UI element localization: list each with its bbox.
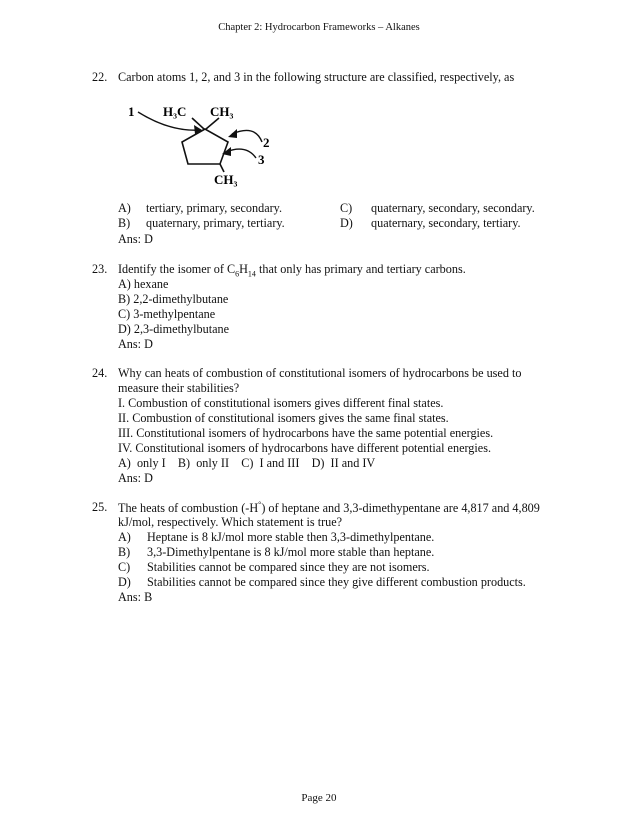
q23-option-c: C) 3-methylpentane bbox=[118, 307, 216, 321]
q24-statement-1: I. Combustion of constitutional isomers gives different final states. bbox=[118, 396, 444, 410]
q22-option-a-letter: A) bbox=[118, 201, 131, 215]
page-header: Chapter 2: Hydrocarbon Frameworks – Alkanes bbox=[218, 22, 420, 33]
q25-answer: Ans: B bbox=[118, 590, 153, 604]
ch3-top-label: CH₃ bbox=[210, 104, 234, 119]
label-1: 1 bbox=[128, 104, 135, 119]
ch3-bottom-label: CH₃ bbox=[214, 172, 238, 187]
q23-option-a: A) hexane bbox=[118, 277, 169, 291]
q23-option-b: B) 2,2-dimethylbutane bbox=[118, 292, 229, 306]
bond-ch3 bbox=[206, 118, 219, 129]
q24-answer: Ans: D bbox=[118, 471, 153, 485]
q24-statement-3: III. Constitutional isomers of hydrocarbons have the same potential energies. bbox=[118, 426, 494, 440]
q22-option-d-letter: D) bbox=[340, 216, 353, 230]
label-3: 3 bbox=[258, 152, 265, 167]
q22-option-d-text: quaternary, secondary, tertiary. bbox=[371, 216, 521, 230]
question-24-stem-line1: Why can heats of combustion of constitutional isomers of hydrocarbons be used to bbox=[118, 366, 522, 380]
q22-answer: Ans: D bbox=[118, 232, 153, 246]
q22-option-b-text: quaternary, primary, tertiary. bbox=[146, 216, 285, 230]
q25-option-d-text: Stabilities cannot be compared since they give different combustion products. bbox=[147, 575, 526, 589]
question-25-stem-line1: The heats of combustion (-H°) of heptane and 3,3-dimethypentane are 4,817 and 4,809 bbox=[118, 500, 540, 516]
q25-option-c-letter: C) bbox=[118, 560, 131, 574]
arrow-2-head bbox=[228, 129, 237, 138]
question-24-stem-line2: measure their stabilities? bbox=[118, 381, 240, 395]
bond-h3c bbox=[192, 118, 204, 129]
label-2: 2 bbox=[263, 135, 270, 150]
q25-option-c-text: Stabilities cannot be compared since they are not isomers. bbox=[147, 560, 430, 574]
q25-option-b-text: 3,3-Dimethylpentane is 8 kJ/mol more stable than heptane. bbox=[147, 545, 435, 559]
page-number: Page 20 bbox=[301, 792, 337, 804]
question-22-stem: Carbon atoms 1, 2, and 3 in the following structure are classified, respectively, as bbox=[118, 70, 515, 84]
q22-option-c-text: quaternary, secondary, secondary. bbox=[371, 201, 535, 215]
question-25-number: 25. bbox=[92, 500, 108, 514]
question-24-number: 24. bbox=[92, 366, 108, 380]
q23-option-d: D) 2,3-dimethylbutane bbox=[118, 322, 230, 336]
h3c-label: H₃C bbox=[163, 104, 187, 119]
cyclopentane-ring bbox=[182, 129, 228, 164]
molecule-structure bbox=[120, 92, 290, 187]
q23-answer: Ans: D bbox=[118, 337, 153, 351]
question-23-stem: Identify the isomer of $C_6H_{14}$ that only has primary and tertiary carbons. bbox=[118, 262, 466, 279]
bond-ch3-bottom bbox=[220, 164, 224, 172]
q25-option-b-letter: B) bbox=[118, 545, 131, 559]
q22-option-a-text: tertiary, primary, secondary. bbox=[146, 201, 283, 215]
q22-option-b-letter: B) bbox=[118, 216, 131, 230]
q25-option-a-letter: A) bbox=[118, 530, 131, 544]
q22-option-c-letter: C) bbox=[340, 201, 353, 215]
q25-option-d-letter: D) bbox=[118, 575, 131, 589]
q24-statement-4: IV. Constitutional isomers of hydrocarbons have different potential energies. bbox=[118, 441, 491, 455]
q25-option-a-text: Heptane is 8 kJ/mol more stable then 3,3-dimethylpentane. bbox=[147, 530, 435, 544]
q24-options: A) only I B) only II C) I and III D) II and IV bbox=[118, 456, 376, 470]
question-23-number: 23. bbox=[92, 262, 108, 276]
question-22-number: 22. bbox=[92, 70, 108, 84]
q24-statement-2: II. Combustion of constitutional isomers gives the same final states. bbox=[118, 411, 449, 425]
question-25-stem-line2: kJ/mol, respectively. Which statement is true? bbox=[118, 515, 343, 529]
